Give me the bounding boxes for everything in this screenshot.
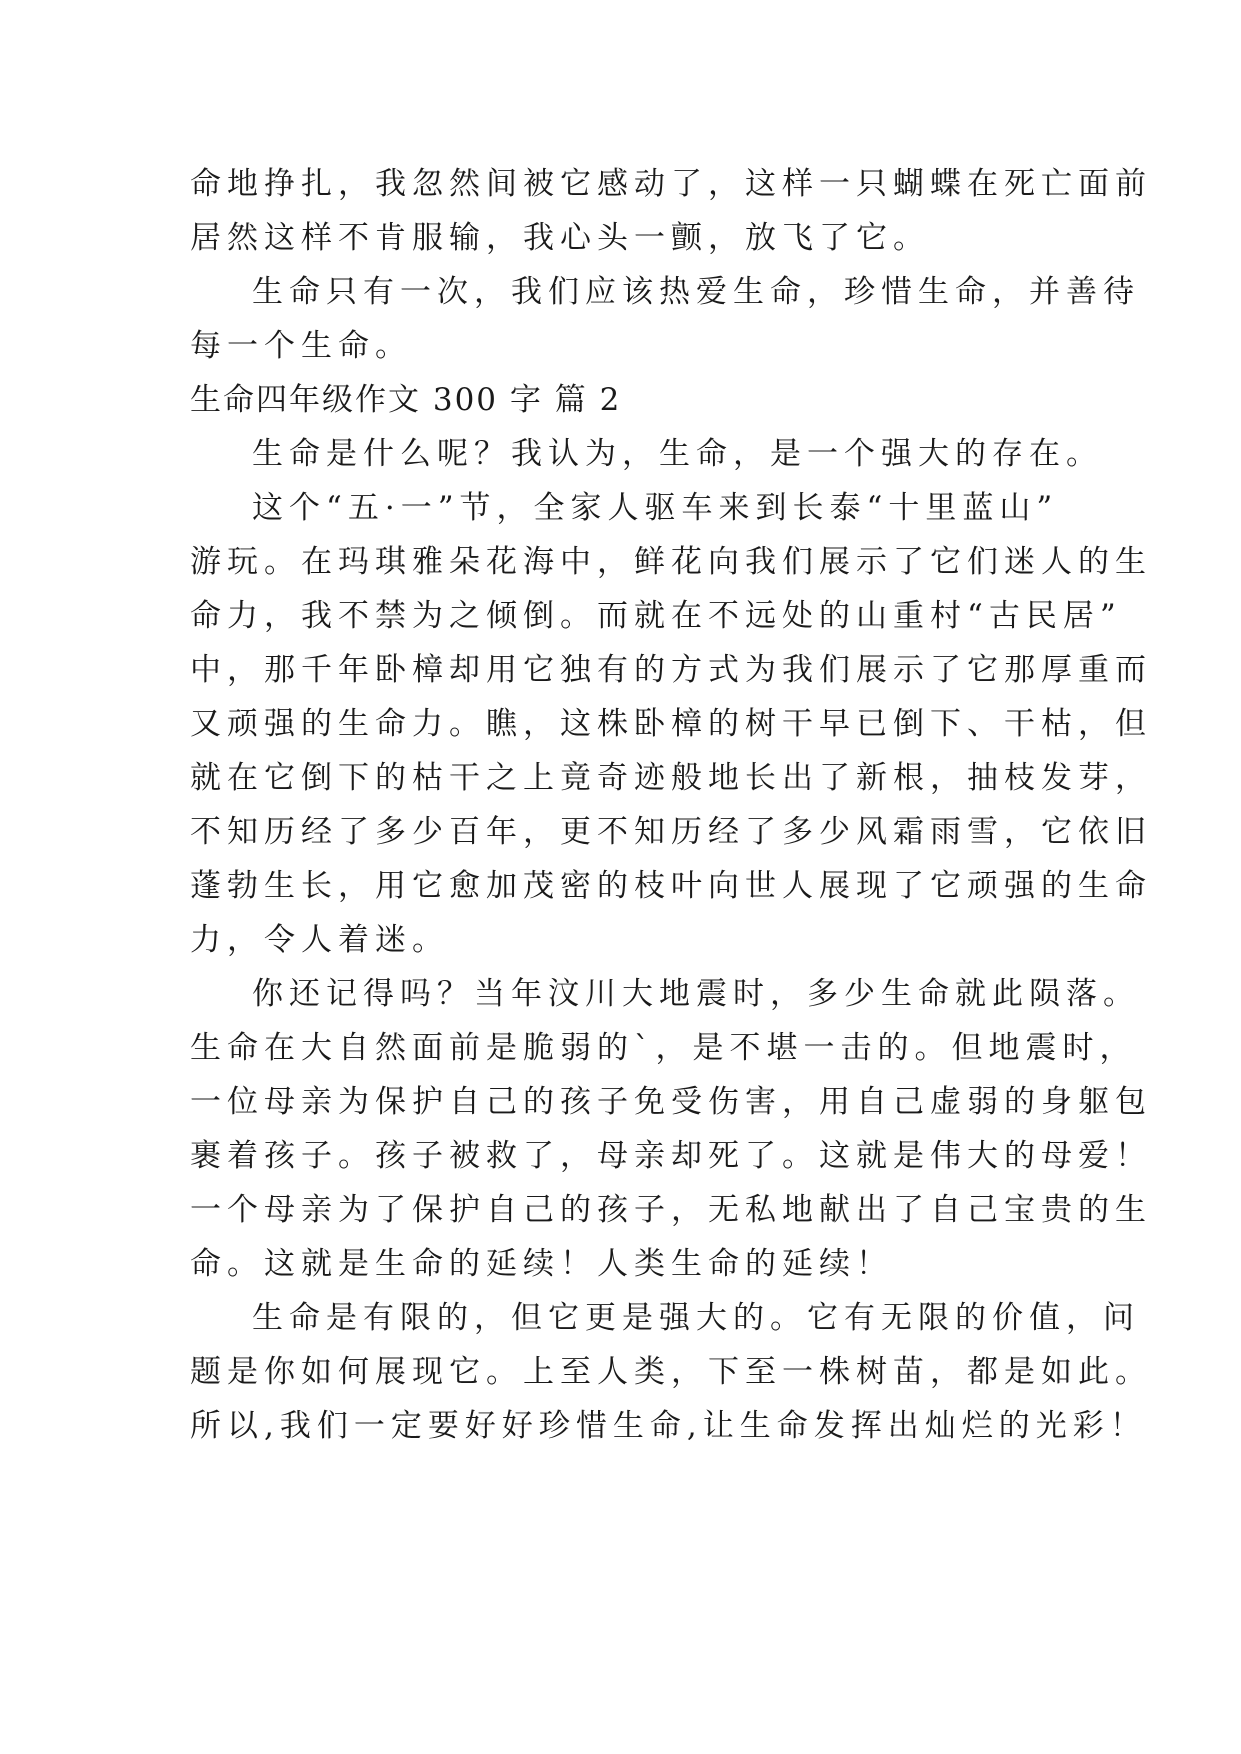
body-line: 命。这就是生命的延续！人类生命的延续！ xyxy=(190,1246,893,1282)
section-heading: 生命四年级作文 300 字 篇 2 xyxy=(190,382,622,418)
body-line: 又顽强的生命力。瞧，这株卧樟的树干早已倒下、干枯，但 xyxy=(190,706,1152,742)
body-line: 中，那千年卧樟却用它独有的方式为我们展示了它那厚重而 xyxy=(190,652,1152,688)
paragraph-start: 你还记得吗？当年汶川大地震时，多少生命就此陨落。 xyxy=(252,976,1140,1012)
body-line: 蓬勃生长，用它愈加茂密的枝叶向世人展现了它顽强的生命 xyxy=(190,868,1152,904)
paragraph-start: 这个“五·一”节，全家人驱车来到长泰“十里蓝山” xyxy=(252,490,1059,526)
body-line: 就在它倒下的枯干之上竟奇迹般地长出了新根，抽枝发芽， xyxy=(190,760,1152,796)
body-line: 一位母亲为保护自己的孩子免受伤害，用自己虚弱的身躯包 xyxy=(190,1084,1152,1120)
body-line: 每一个生命。 xyxy=(190,328,412,364)
body-line: 游玩。在玛琪雅朵花海中，鲜花向我们展示了它们迷人的生 xyxy=(190,544,1152,580)
body-line: 命力，我不禁为之倾倒。而就在不远处的山重村“古民居” xyxy=(190,598,1122,634)
paragraph-start: 生命只有一次，我们应该热爱生命，珍惜生命，并善待 xyxy=(252,274,1140,310)
body-line: 力，令人着迷。 xyxy=(190,922,449,958)
paragraph-start: 生命是什么呢？我认为，生命，是一个强大的存在。 xyxy=(252,436,1103,472)
body-line: 题是你如何展现它。上至人类，下至一株树苗，都是如此。 xyxy=(190,1354,1152,1390)
paragraph-start: 生命是有限的，但它更是强大的。它有无限的价值，问 xyxy=(252,1300,1140,1336)
body-line: 命地挣扎，我忽然间被它感动了，这样一只蝴蝶在死亡面前 xyxy=(190,166,1152,202)
body-line: 所以,我们一定要好好珍惜生命,让生命发挥出灿烂的光彩！ xyxy=(190,1408,1147,1444)
body-line: 裹着孩子。孩子被救了，母亲却死了。这就是伟大的母爱！ xyxy=(190,1138,1152,1174)
body-line: 一个母亲为了保护自己的孩子，无私地献出了自己宝贵的生 xyxy=(190,1192,1152,1228)
body-line: 不知历经了多少百年，更不知历经了多少风霜雨雪，它依旧 xyxy=(190,814,1152,850)
body-line: 居然这样不肯服输，我心头一颤，放飞了它。 xyxy=(190,220,930,256)
body-line: 生命在大自然面前是脆弱的`，是不堪一击的。但地震时， xyxy=(190,1030,1137,1066)
